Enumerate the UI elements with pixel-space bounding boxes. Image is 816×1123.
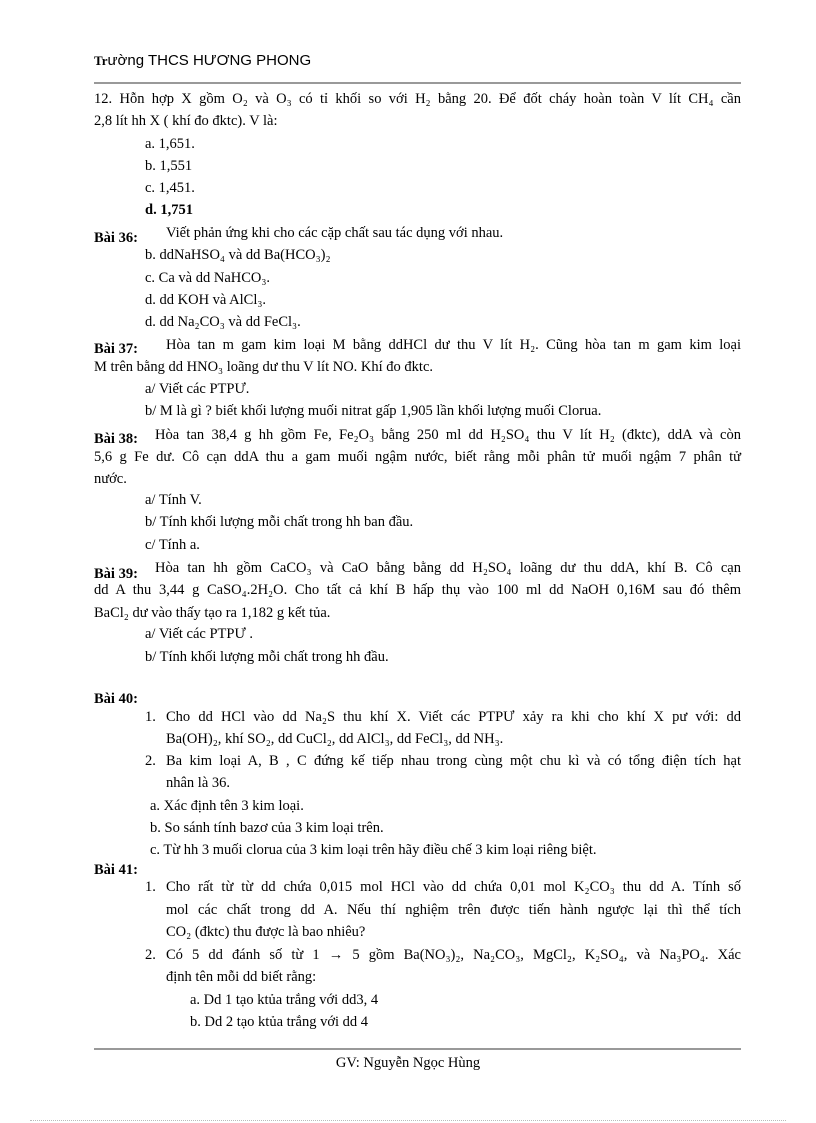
bai36-intro: Viết phản ứng khi cho các cặp chất sau tác dụng với nhau. [166,225,504,241]
bai40-label: Bài 40: [94,691,138,707]
bai39-line3: BaCl₂ dư vào thấy tạo ra 1,182 g kết tủa. [94,605,331,621]
q12-option-a: a. 1,651. [145,136,195,152]
header-rule [94,82,741,84]
bai41-sub-a: a. Dd 1 tạo ktủa trắng với dd3, 4 [190,992,379,1008]
bai39-line1: Hòa tan hh gồm CaCO₃ và CaO bằng bằng dd H₂SO₄ loãng dư thu ddA, khí B. Cô cạn [155,560,741,576]
bai38-line2: 5,6 g Fe dư. Cô cạn ddA thu a gam muối ngậm nước, biết rằng mỗi phân tử muối ngậm 7 phân tử [94,449,741,465]
q12-option-d: d. 1,751 [145,202,193,218]
bai36-label: Bài 36: [94,230,138,246]
bai37-part-b: b/ M là gì ? biết khối lượng muối nitrat gấp 1,905 lần khối lượng muối Clorua. [145,403,602,419]
bai40-q1-line2: Ba(OH)₂, khí SO₂, dd CuCl₂, dd AlCl₃, dd FeCl₃, dd NH₃. [166,731,504,747]
header-school: ường THCS HƯƠNG PHONG [107,52,312,69]
bai41-label: Bài 41: [94,862,138,878]
bai36-item-b: b. ddNaHSO₄ và dd Ba(HCO₃)₂ [145,247,331,263]
bai40-q2-number: 2. [145,753,156,769]
bai39-line2: dd A thu 3,44 g CaSO₄.2H₂O. Cho tất cả khí B hấp thụ vào 100 ml dd NaOH 0,16M sau đó thêm [94,582,741,598]
bai39-part-b: b/ Tính khối lượng mỗi chất trong hh đầu. [145,649,389,665]
bai38-line1: Hòa tan 38,4 g hh gồm Fe, Fe₂O₃ bằng 250 ml dd H₂SO₄ thu V lít H₂ (đktc), ddA và còn [155,427,741,443]
bai36-item-d2: d. dd Na₂CO₃ và dd FeCl₃. [145,314,301,330]
footer-rule [94,1048,741,1050]
bai41-q1-line3: CO₂ (đktc) thu được là bao nhiêu? [166,924,366,940]
bai37-part-a: a/ Viết các PTPƯ. [145,381,250,397]
page-bottom-divider [30,1120,786,1121]
bai41-q2-line2: định tên mỗi dd biết rằng: [166,969,317,985]
bai38-part-b: b/ Tính khối lượng mỗi chất trong hh ban đầu. [145,514,414,530]
header-prefix: Tr [94,53,108,68]
bai40-sub-b: b. So sánh tính bazơ của 3 kim loại trên. [150,820,384,836]
bai38-part-a: a/ Tính V. [145,492,202,508]
bai38-part-c: c/ Tính a. [145,537,200,553]
bai40-q1-line1: Cho dd HCl vào dd Na₂S thu khí X. Viết các PTPƯ xảy ra khi cho khí X pư với: dd [166,709,741,725]
bai38-line3: nước. [94,471,127,487]
q12-line2: 2,8 lít hh X ( khí đo đktc). V là: [94,113,278,129]
bai36-item-c: c. Ca và dd NaHCO₃. [145,270,271,286]
bai40-q2-line2: nhân là 36. [166,775,231,791]
bai39-part-a: a/ Viết các PTPƯ . [145,626,253,642]
bai41-q1-line2: mol các chất trong dd A. Nếu thí nghiệm trên được tiến hành ngược lại thì thể tích [166,902,741,918]
bai40-q2-line1: Ba kim loại A, B , C đứng kế tiếp nhau trong cùng một chu kì và có tổng điện tích hạt [166,753,741,769]
bai41-q2-line1: Có 5 dd đánh số từ 1 → 5 gồm Ba(NO₃)₂, Na₂CO₃, MgCl₂, K₂SO₄, và Na₃PO₄. Xác [166,947,741,963]
q12-line1: 12. Hỗn hợp X gồm O₂ và O₃ có tỉ khối so với H₂ bằng 20. Để đốt cháy hoàn toàn V lít CH₄ cần [94,91,741,107]
bai41-q1-number: 1. [145,879,156,895]
bai40-q1-number: 1. [145,709,156,725]
q12-option-c: c. 1,451. [145,180,195,196]
bai41-sub-b: b. Dd 2 tạo ktủa trắng với dd 4 [190,1014,369,1030]
bai38-label: Bài 38: [94,431,138,447]
bai37-line1: Hòa tan m gam kim loại M bằng ddHCl dư thu V lít H₂. Cũng hòa tan m gam kim loại [166,337,741,353]
bai39-label: Bài 39: [94,566,138,582]
page-footer: GV: Nguyễn Ngọc Hùng [335,1055,481,1071]
bai37-label: Bài 37: [94,341,138,357]
bai41-q1-line1: Cho rất từ từ dd chứa 0,015 mol HCl vào dd chứa 0,01 mol K₂CO₃ thu dd A. Tính số [166,879,741,895]
bai36-item-d1: d. dd KOH và AlCl₃. [145,292,267,308]
bai37-line2: M trên bằng dd HNO₃ loãng dư thu V lít NO. Khí đo đktc. [94,359,434,375]
page-header [94,52,311,69]
bai40-sub-a: a. Xác định tên 3 kim loại. [150,798,304,814]
bai40-sub-c: c. Từ hh 3 muối clorua của 3 kim loại trên hãy điều chế 3 kim loại riêng biệt. [150,842,597,858]
bai41-q2-number: 2. [145,947,156,963]
q12-option-b: b. 1,551 [145,158,193,174]
